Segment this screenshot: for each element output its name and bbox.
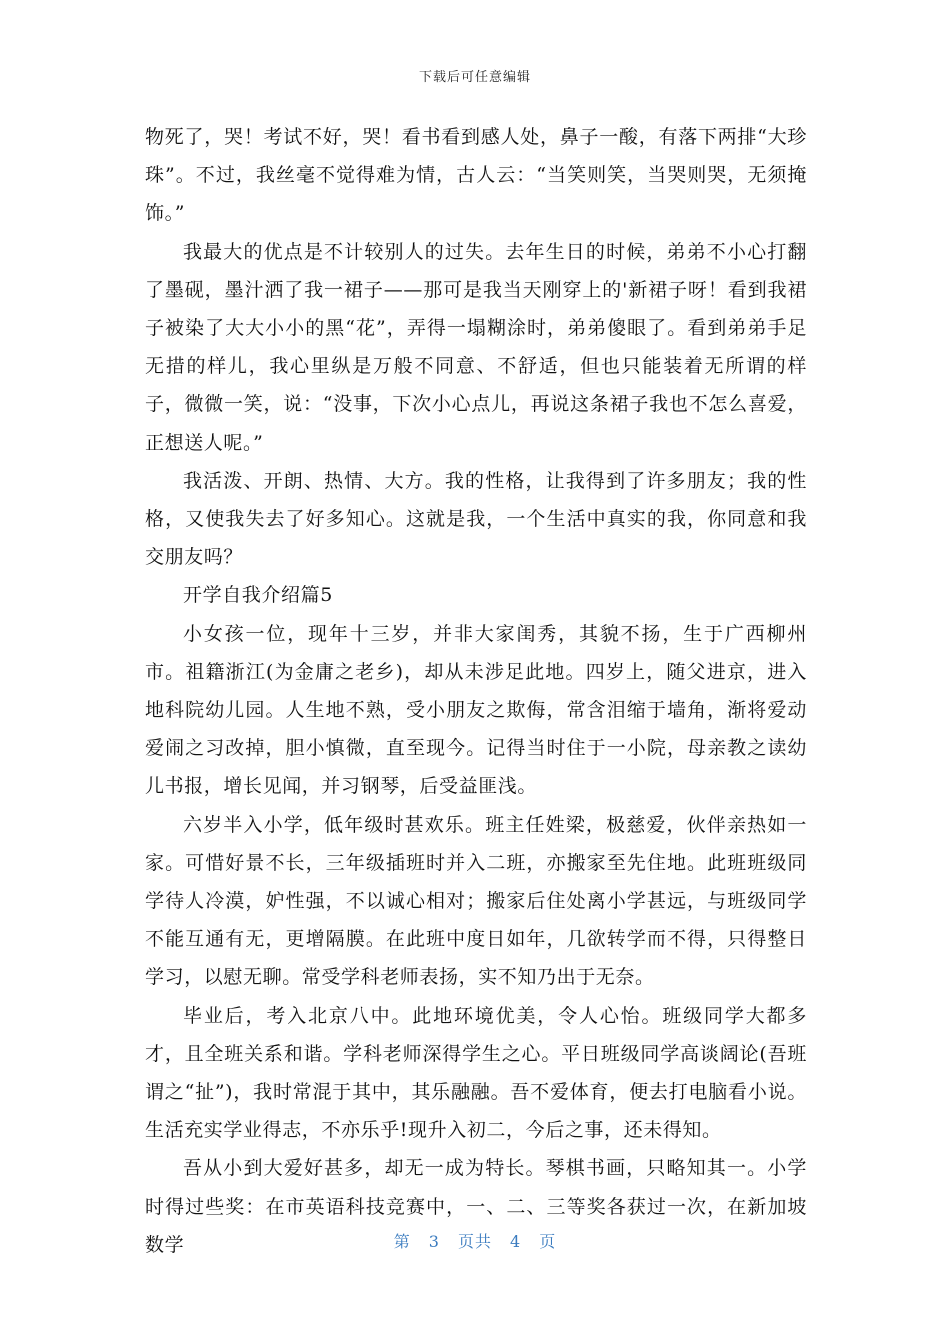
paragraph: 我活泼、开朗、热情、大方。我的性格，让我得到了许多朋友；我的性格，又使我失去了好多知心。这就是我，一个生活中真实的我，你同意和我交朋友吗？ [145, 469, 807, 569]
section-heading: 开学自我介绍篇5 [183, 584, 333, 607]
paragraph: 小女孩一位，现年十三岁，并非大家闺秀，其貌不扬，生于广西柳州市。祖籍浙江(为金庸之老乡)，却从未涉足此地。四岁上，随父进京，进入地科院幼儿园。人生地不熟，受小朋友之欺侮，常含泪缩于墙角，渐将爱动爱闹之习改掉，胆小慎微，直至现今。记得当时住于一小院，母亲教之读幼儿书报，增长见闻，并习钢琴，后受益匪浅。 [145, 622, 807, 798]
page-header: 下载后可任意编辑 [418, 70, 531, 85]
footer-middle: 页共 [457, 1232, 492, 1251]
paragraph-continued: 物死了，哭！考试不好，哭！看书看到感人处，鼻子一酸，有落下两排“大珍珠”。不过，我丝毫不觉得难为情，古人云：“当笑则笑，当哭则哭，无须掩饰。” [145, 126, 807, 225]
paragraph: 吾从小到大爱好甚多，却无一成为特长。琴棋书画，只略知其一。小学时得过些奖：在市英语科技竞赛中，一、二、三等奖各获过一次，在新加坡数学 [145, 1157, 807, 1256]
paragraph: 毕业后，考入北京八中。此地环境优美，令人心怡。班级同学大都多才，且全班关系和谐。学科老师深得学生之心。平日班级同学高谈阔论(吾班谓之“扯”)，我时常混于其中，其乐融融。吾不爱体育，便去打电脑看小说。生活充实学业得志，不亦乐乎!现升入初二，今后之事，还未得知。 [145, 1004, 807, 1142]
page-footer [0, 1229, 950, 1252]
paragraph: 六岁半入小学，低年级时甚欢乐。班主任姓梁，极慈爱，伙伴亲热如一家。可惜好景不长，三年级插班时并入二班，亦搬家至先住地。此班班级同学待人冷漠，妒性强，不以诚心相对；搬家后住处离小学甚远，与班级同学不能互通有无，更增隔膜。在此班中度日如年，几欲转学而不得，只得整日学习，以慰无聊。常受学科老师表扬，实不知乃出于无奈。 [145, 813, 807, 989]
footer-suffix: 页 [539, 1232, 557, 1251]
document-body [145, 118, 807, 1264]
footer-total-pages: 4 [510, 1232, 522, 1251]
footer-prefix: 第 [393, 1232, 411, 1251]
footer-current-page: 3 [428, 1232, 440, 1251]
paragraph: 我最大的优点是不计较别人的过失。去年生日的时候，弟弟不小心打翻了墨砚，墨汁洒了我一裙子——那可是我当天刚穿上的'新裙子呀！看到我裙子被染了大大小小的黑“花”，弄得一塌糊涂时，弟弟傻眼了。看到弟弟手足无措的样儿，我心里纵是万般不同意、不舒适，但也只能装着无所谓的样子，微微一笑，说：“没事，下次小心点儿，再说这条裙子我也不怎么喜爱，正想送人呢。” [145, 240, 807, 454]
